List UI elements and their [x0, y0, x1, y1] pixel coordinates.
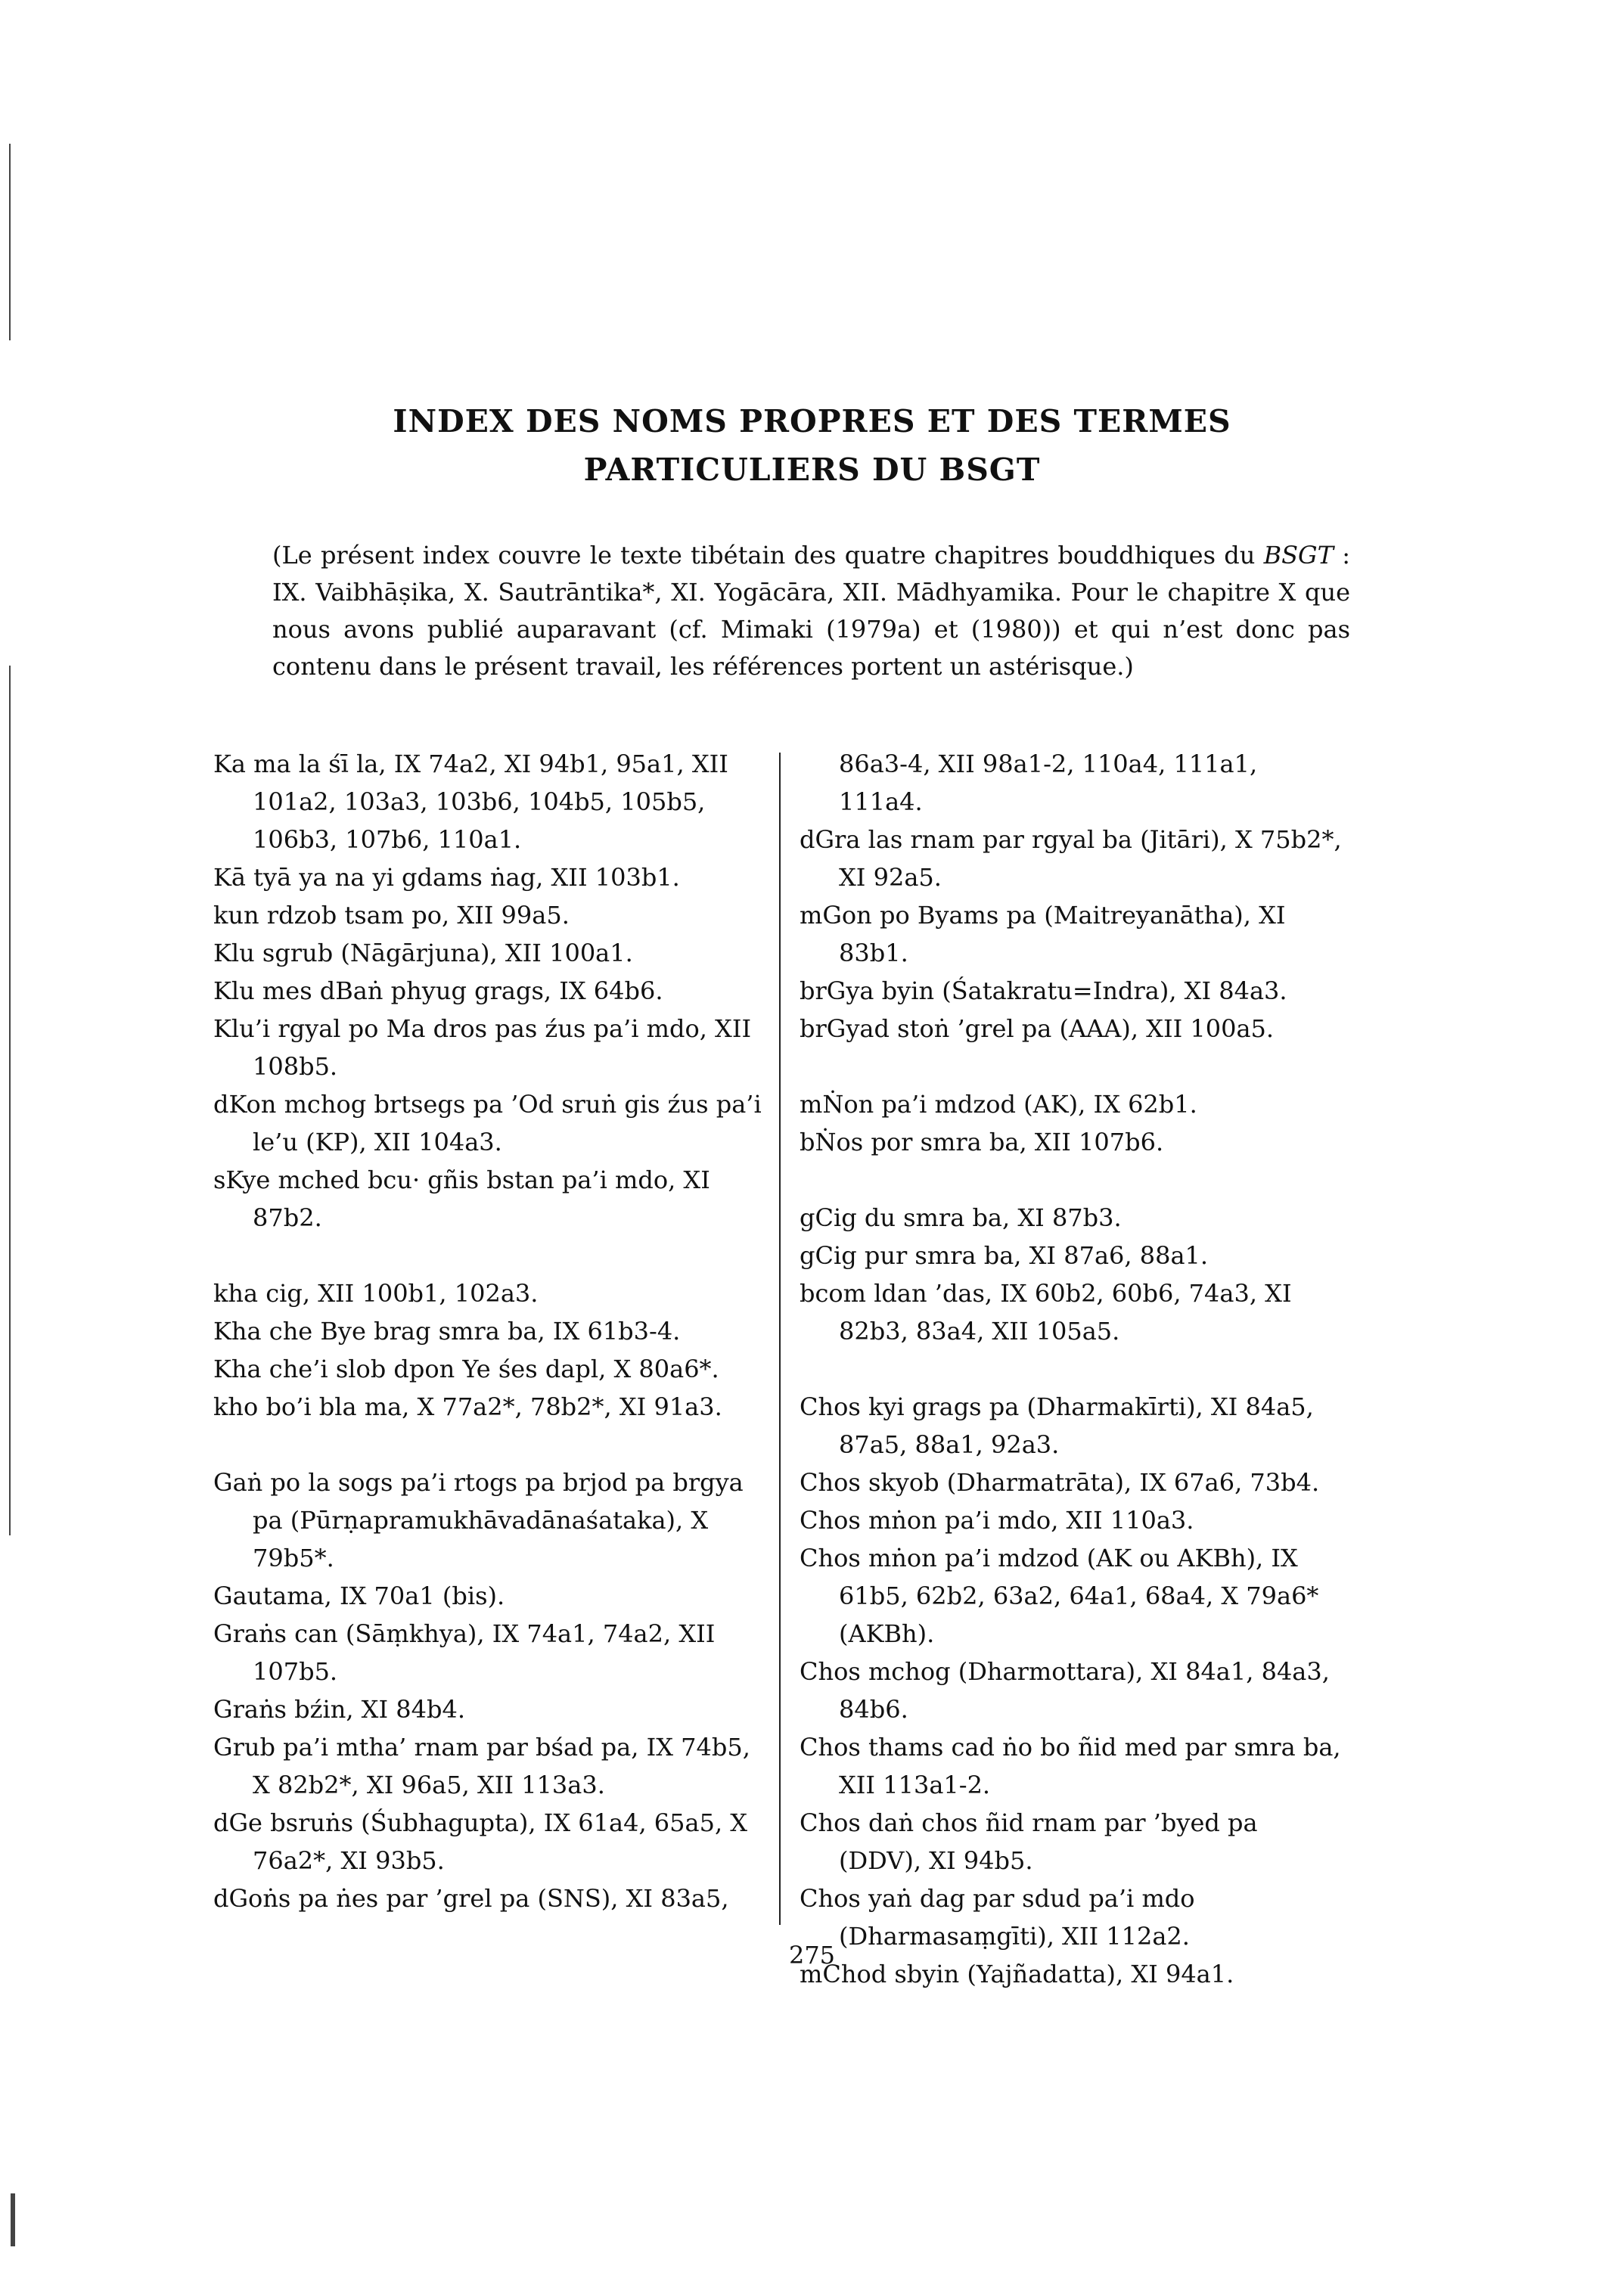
index-entry: kun rdzob tsam po, XII 99a5. — [213, 901, 570, 930]
scan-edge-mark — [9, 666, 11, 1535]
index-entry: dGe bsruṅs (Śubhagupta), IX 61a4, 65a5, X 76a2*, XI 93b5. — [213, 1808, 748, 1875]
entry-group-gap — [213, 1426, 765, 1464]
index-entry: dKon mchog brtsegs pa ’Od sruṅ gis źus pa’i le’u (KP), XII 104a3. — [213, 1090, 762, 1156]
index-entry: gCig du smra ba, XI 87b3. — [800, 1203, 1122, 1232]
scan-edge-mark — [11, 2193, 15, 2246]
index-entry: sKye mched bcu· gñis bstan pa’i mdo, XI 87b2. — [213, 1166, 710, 1232]
index-entry: 86a3-4, XII 98a1-2, 110a4, 111a1, 111a4. — [839, 750, 1258, 816]
scan-edge-mark — [9, 144, 11, 340]
column-divider — [779, 753, 781, 1925]
index-entry: Chos mṅon pa’i mdo, XII 110a3. — [800, 1506, 1194, 1535]
index-entry: bcom ldan ’das, IX 60b2, 60b6, 74a3, XI 82b3, 83a4, XII 105a5. — [800, 1279, 1292, 1346]
entry-group-gap — [800, 1048, 1344, 1085]
index-entry: dGra las rnam par rgyal ba (Jitāri), X 75b2*, XI 92a5. — [800, 825, 1342, 892]
index-entry: brGya byin (Śatakratu=Indra), XI 84a3. — [800, 976, 1287, 1005]
index-entry: Kā tyā ya na yi gdams ṅag, XII 103b1. — [213, 863, 680, 892]
intro-text-start: (Le présent index couvre le texte tibétain des quatre chapitres bouddhiques du — [272, 541, 1264, 570]
index-entry: mChod sbyin (Yajñadatta), XI 94a1. — [800, 1960, 1234, 1988]
index-entry: bṄos por smra ba, XII 107b6. — [800, 1128, 1164, 1156]
index-entry: Chos skyob (Dharmatrāta), IX 67a6, 73b4. — [800, 1468, 1320, 1497]
index-entry: Chos daṅ chos ñid rnam par ’byed pa (DDV), XI 94b5. — [800, 1808, 1258, 1875]
index-entry: Graṅs can (Sāṃkhya), IX 74a1, 74a2, XII 107b5. — [213, 1619, 716, 1686]
index-entry: Gautama, IX 70a1 (bis). — [213, 1582, 505, 1610]
index-entry: Kha che’i slob dpon Ye śes dapl, X 80a6*. — [213, 1355, 719, 1383]
intro-text-end: : IX. Vaibhāṣika, X. Sautrāntika*, XI. Yogācāra, XII. Mādhyamika. Pour le chapitre X que nous avons publié auparavant (cf. Mimaki (1979a) et (1980)) et qui n’est donc pas contenu dans le présent travail, les références portent un astérisque.) — [272, 541, 1350, 681]
index-entry: Klu’i rgyal po Ma dros pas źus pa’i mdo, XII 108b5. — [213, 1014, 752, 1081]
index-entry: Chos mṅon pa’i mdzod (AK ou AKBh), IX 61b5, 62b2, 63a2, 64a1, 68a4, X 79a6* (AKBh). — [800, 1544, 1319, 1648]
index-left-column — [213, 745, 765, 1917]
index-entry: Graṅs bźin, XI 84b4. — [213, 1695, 465, 1724]
index-entry: Ka ma la śī la, IX 74a2, XI 94b1, 95a1, XII 101a2, 103a3, 103b6, 104b5, 105b5, 106b3, 107b6, 110a1. — [213, 750, 728, 854]
index-entry: mṄon pa’i mdzod (AK), IX 62b1. — [800, 1090, 1197, 1119]
index-entry: Chos yaṅ dag par sdud pa’i mdo (Dharmasaṃgīti), XII 112a2. — [800, 1884, 1195, 1951]
index-entry: Klu mes dBaṅ phyug grags, IX 64b6. — [213, 976, 663, 1005]
index-entry: Klu sgrub (Nāgārjuna), XII 100a1. — [213, 939, 633, 967]
index-entry: Gaṅ po la sogs pa’i rtogs pa brjod pa brgya pa (Pūrṇapramukhāvadānaśataka), X 79b5*. — [213, 1468, 744, 1572]
index-right-column — [800, 745, 1344, 1993]
index-entry: Chos thams cad ṅo bo ñid med par smra ba, XII 113a1-2. — [800, 1733, 1341, 1799]
index-title-line-2: PARTICULIERS DU BSGT — [583, 452, 1041, 488]
intro-paragraph — [272, 537, 1350, 685]
index-entry: dGoṅs pa ṅes par ’grel pa (SNS), XI 83a5, — [213, 1884, 729, 1913]
index-entry: kho bo’i bla ma, X 77a2*, 78b2*, XI 91a3. — [213, 1392, 722, 1421]
index-title-line-1: INDEX DES NOMS PROPRES ET DES TERMES — [393, 403, 1231, 439]
index-entry: Kha che Bye brag smra ba, IX 61b3-4. — [213, 1317, 681, 1346]
index-entry: gCig pur smra ba, XI 87a6, 88a1. — [800, 1241, 1209, 1270]
entry-group-gap — [213, 1237, 765, 1274]
entry-group-gap — [800, 1350, 1344, 1388]
index-entry: kha cig, XII 100b1, 102a3. — [213, 1279, 539, 1308]
index-entry: Chos mchog (Dharmottara), XI 84a1, 84a3, 84b6. — [800, 1657, 1330, 1724]
index-entry: brGyad stoṅ ’grel pa (AAA), XII 100a5. — [800, 1014, 1275, 1043]
index-entry: mGon po Byams pa (Maitreyanātha), XI 83b1. — [800, 901, 1286, 967]
intro-italic-bsgt: BSGT — [1263, 541, 1334, 570]
page-number: 275 — [788, 1941, 836, 1970]
index-entry: Chos kyi grags pa (Dharmakīrti), XI 84a5, 87a5, 88a1, 92a3. — [800, 1392, 1314, 1459]
index-entry: Grub pa’i mtha’ rnam par bśad pa, IX 74b5, X 82b2*, XI 96a5, XII 113a3. — [213, 1733, 750, 1799]
entry-group-gap — [800, 1161, 1344, 1199]
